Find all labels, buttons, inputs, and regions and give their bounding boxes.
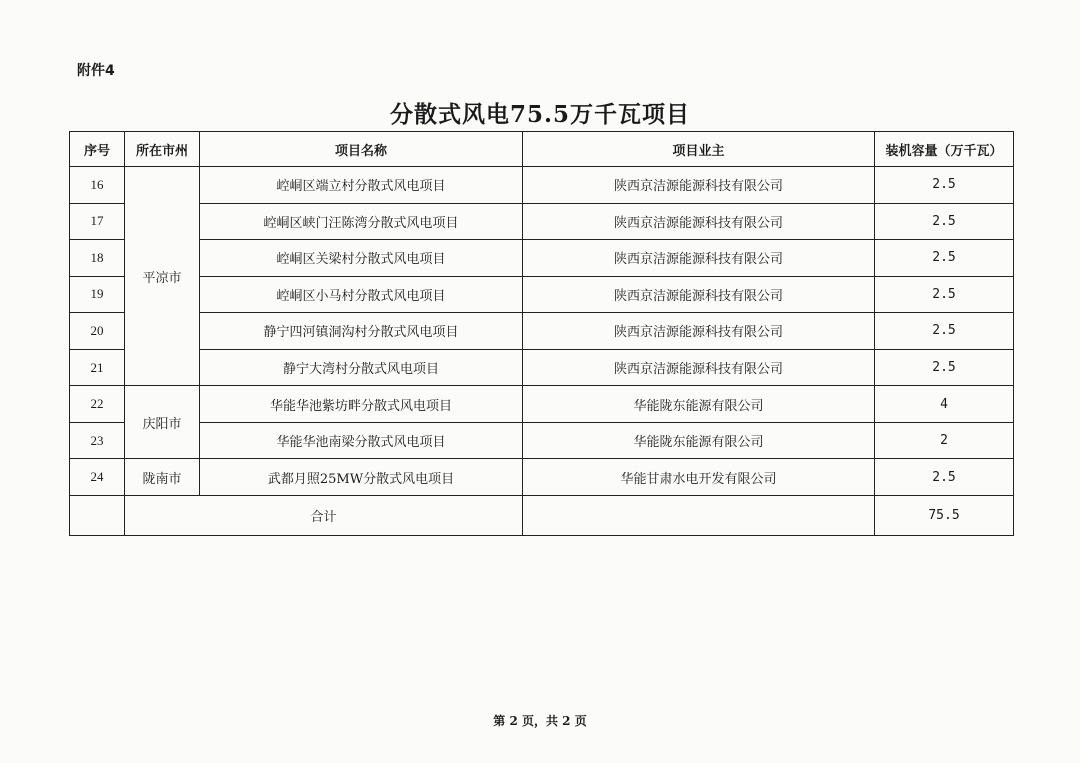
table-row: [70, 240, 1014, 277]
capacity-cell: 2.5: [875, 240, 1014, 277]
table-header-row: [70, 132, 1014, 167]
owner-cell: 华能甘肃水电开发有限公司: [523, 459, 875, 496]
seq-cell: 21: [70, 349, 125, 386]
project-cell: 武都月照25MW分散式风电项目: [200, 459, 523, 496]
header-city: 所在市州: [125, 132, 200, 167]
capacity-cell: 2: [875, 422, 1014, 459]
seq-cell: 23: [70, 422, 125, 459]
owner-cell: 华能陇东能源有限公司: [523, 386, 875, 423]
table-row: [70, 422, 1014, 459]
project-cell: 华能华池南梁分散式风电项目: [200, 422, 523, 459]
capacity-cell: 2.5: [875, 203, 1014, 240]
capacity-cell: 2.5: [875, 349, 1014, 386]
owner-cell: 陕西京洁源能源科技有限公司: [523, 276, 875, 313]
project-cell: 崆峒区端立村分散式风电项目: [200, 167, 523, 204]
table-row: [70, 167, 1014, 204]
owner-cell: 陕西京洁源能源科技有限公司: [523, 313, 875, 350]
seq-cell: 18: [70, 240, 125, 277]
project-table: [69, 131, 1014, 536]
city-cell-longnan: 陇南市: [125, 459, 200, 496]
total-empty-cell: [70, 496, 125, 536]
owner-cell: 陕西京洁源能源科技有限公司: [523, 349, 875, 386]
capacity-cell: 2.5: [875, 167, 1014, 204]
table-row: [70, 386, 1014, 423]
project-cell: 崆峒区关梁村分散式风电项目: [200, 240, 523, 277]
table-row: [70, 313, 1014, 350]
project-cell: 静宁大湾村分散式风电项目: [200, 349, 523, 386]
seq-cell: 22: [70, 386, 125, 423]
seq-cell: 24: [70, 459, 125, 496]
seq-cell: 16: [70, 167, 125, 204]
owner-cell: 陕西京洁源能源科技有限公司: [523, 167, 875, 204]
page-title: 分散式风电75.5万千瓦项目: [389, 101, 691, 128]
page-footer: 第 2 页，共 2 页: [493, 714, 587, 728]
attachment-label: 附件4: [77, 63, 115, 79]
owner-cell: 华能陇东能源有限公司: [523, 422, 875, 459]
total-label-cell: 合计: [125, 496, 523, 536]
header-seq: 序号: [70, 132, 125, 167]
header-capacity: 装机容量（万千瓦）: [875, 132, 1014, 167]
city-cell-qingyang: 庆阳市: [125, 386, 200, 459]
header-project: 项目名称: [200, 132, 523, 167]
capacity-cell: 2.5: [875, 313, 1014, 350]
header-owner: 项目业主: [523, 132, 875, 167]
capacity-cell: 2.5: [875, 276, 1014, 313]
seq-cell: 20: [70, 313, 125, 350]
seq-cell: 17: [70, 203, 125, 240]
table-row: [70, 349, 1014, 386]
seq-cell: 19: [70, 276, 125, 313]
owner-cell: 陕西京洁源能源科技有限公司: [523, 203, 875, 240]
city-cell-pingliang: 平凉市: [125, 167, 200, 386]
capacity-cell: 4: [875, 386, 1014, 423]
total-capacity-cell: 75.5: [875, 496, 1014, 536]
total-row: [70, 496, 1014, 536]
table-row: [70, 203, 1014, 240]
owner-cell: 陕西京洁源能源科技有限公司: [523, 240, 875, 277]
total-owner-empty-cell: [523, 496, 875, 536]
table-row: [70, 459, 1014, 496]
project-cell: 崆峒区小马村分散式风电项目: [200, 276, 523, 313]
table-row: [70, 276, 1014, 313]
project-cell: 崆峒区峡门汪陈湾分散式风电项目: [200, 203, 523, 240]
capacity-cell: 2.5: [875, 459, 1014, 496]
project-cell: 静宁四河镇洞沟村分散式风电项目: [200, 313, 523, 350]
project-cell: 华能华池紫坊畔分散式风电项目: [200, 386, 523, 423]
